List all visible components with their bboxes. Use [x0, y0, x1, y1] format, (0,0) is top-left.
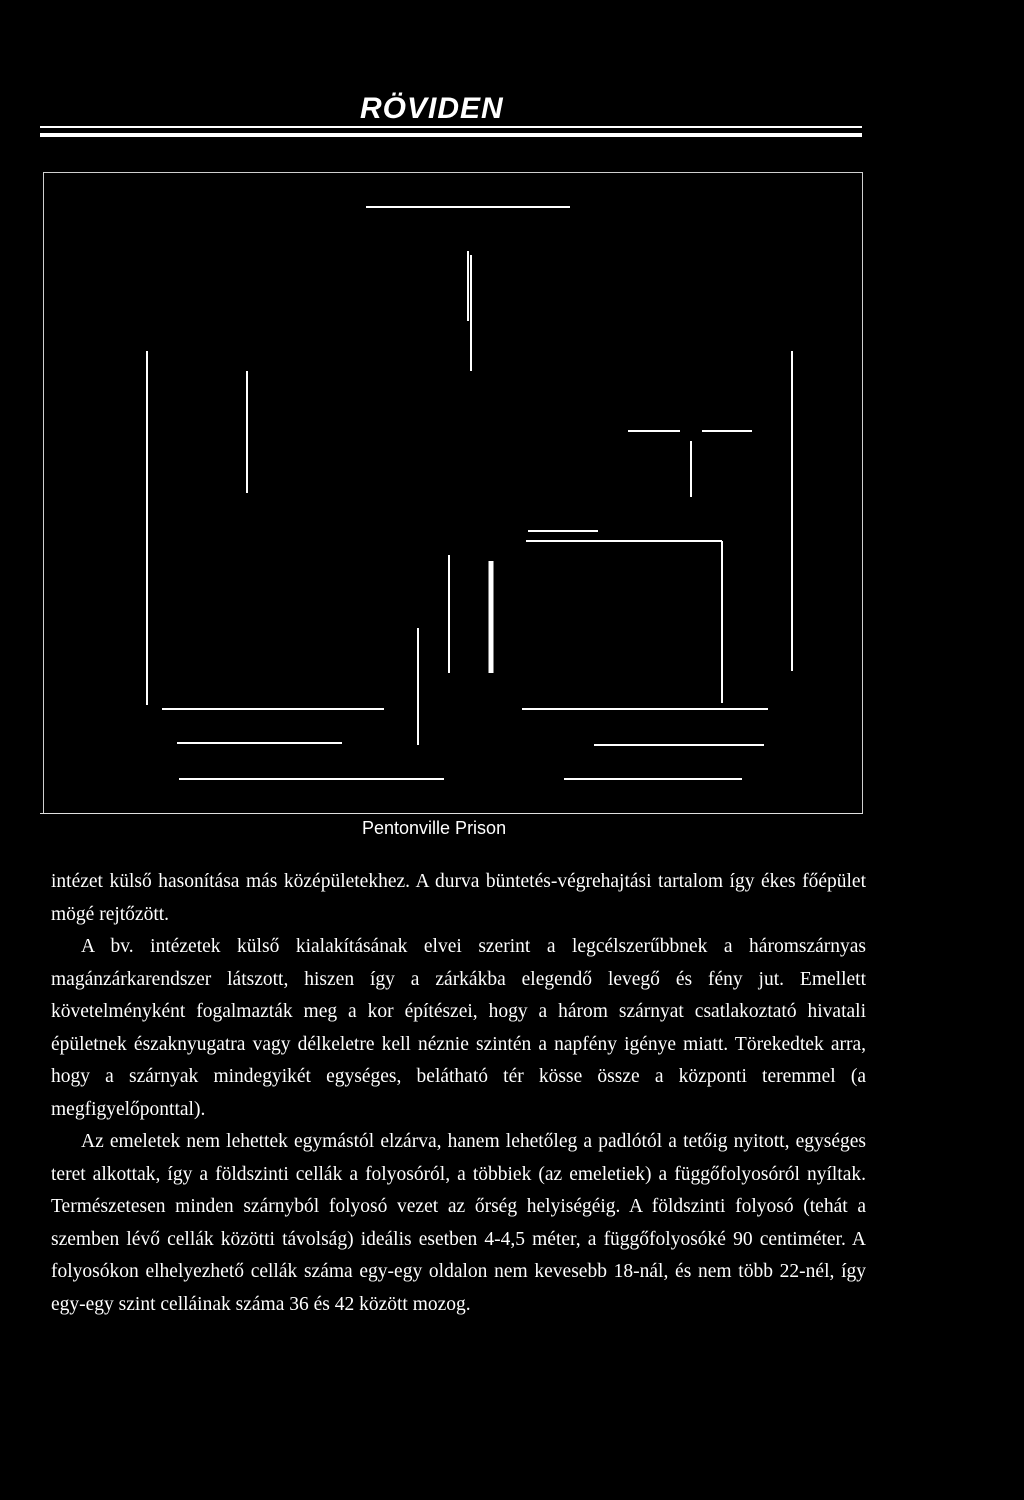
header-rule-thin — [40, 126, 862, 128]
prison-photo-line-art — [44, 173, 862, 813]
photo-frame-bottom-rule — [40, 813, 863, 814]
section-title: RÖVIDEN — [360, 92, 504, 125]
paragraph-3: Az emeletek nem lehettek egymástól elzárva, hanem lehetőleg a padlótól a tetőig nyitott, egységes teret alkottak, így a földszinti cellák a folyosóról, a többiek (az emeletiek) a függőfolyosóról nyíltak. Természetesen minden szárnyból folyosó vezet az őrség helyiségéig. A földszinti folyosó (tehát a szemben lévő cellák közötti távolság) ideális esetben 4-4,5 méter, a függőfolyosóké 90 centiméter. A folyosókon elhelyezhető cellák száma egy-egy oldalon nem kevesebb 18-nál, és nem több 22-nél, így egy-egy szint celláinak száma 36 és 42 között mozog. — [51, 1131, 866, 1315]
body-text — [51, 866, 866, 1321]
header-rule-thick — [40, 133, 862, 137]
figure-caption: Pentonville Prison — [362, 818, 507, 838]
prison-photo — [43, 172, 863, 814]
paragraph-1: intézet külső hasonítása más középületekhez. A durva büntetés-végrehajtási tartalom így ékes főépület mögé rejtőzött. — [51, 871, 866, 925]
paragraph-2: A bv. intézetek külső kialakításának elvei szerint a legcélszerűbbnek a háromszárnyas magánzárkarendszer látszott, hiszen így a zárkákba elegendő levegő és fény jut. Emellett követelményként fogalmazták meg a kor építészei, hogy a három szárnyat csatlakoztató hivatali épületnek északnyugatra vagy délkeletre kell néznie szintén a napfény igénye miatt. Törekedtek arra, hogy a szárnyak mindegyikét egységes, belátható tér kösse össze a központi teremmel (a megfigyelőponttal). — [51, 936, 866, 1120]
